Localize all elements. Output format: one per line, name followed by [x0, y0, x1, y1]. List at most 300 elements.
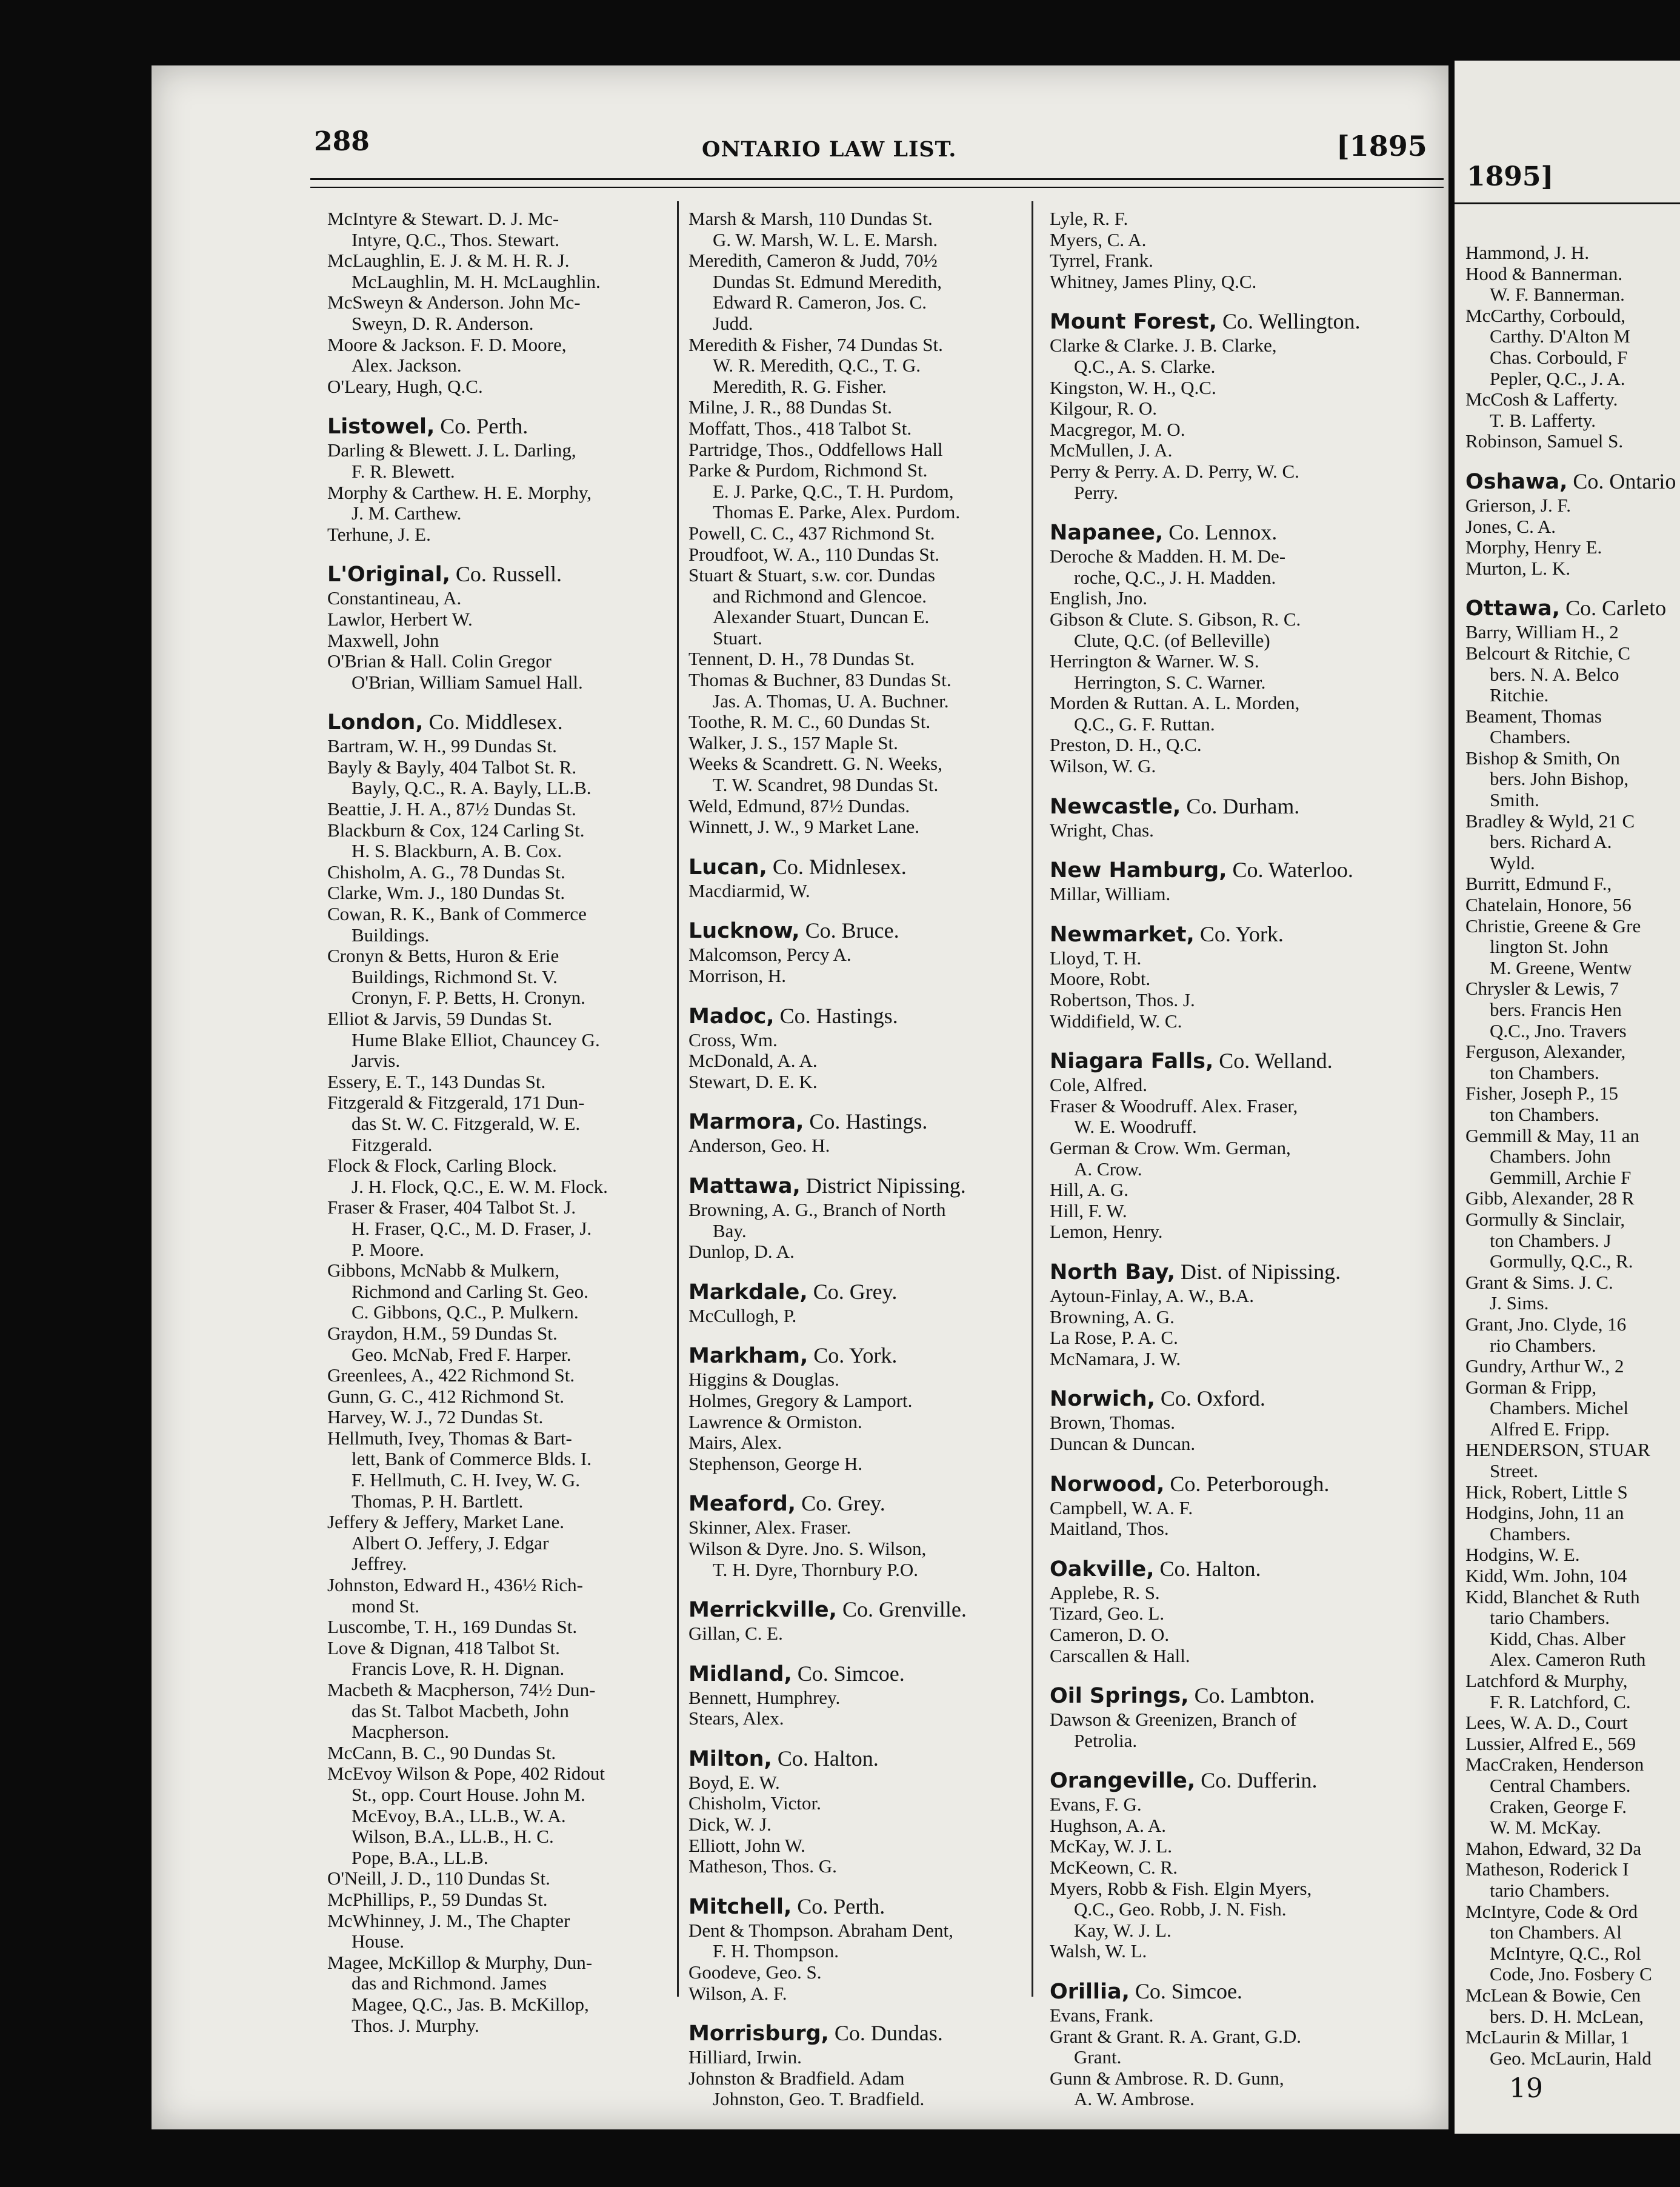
- law-firm-entry: Stephenson, George H.: [688, 1452, 862, 1474]
- law-firm-entry: Chatelain, Honore, 56: [1465, 894, 1632, 916]
- county-name: District Nipissing.: [800, 1173, 966, 1198]
- entry-continuation: W. R. Meredith, Q.C., T. G.: [713, 355, 921, 376]
- law-firm-entry: McIntyre & Stewart. D. J. Mc-: [327, 208, 559, 229]
- law-firm-entry: Stewart, D. E. K.: [688, 1070, 818, 1092]
- entry-continuation: Johnston, Geo. T. Bradfield.: [713, 2088, 925, 2110]
- county-name: Co. Grey.: [796, 1491, 885, 1516]
- law-firm-entry: Grant, Jno. Clyde, 16: [1465, 1313, 1627, 1335]
- entry-continuation: F. Hellmuth, C. H. Ivey, W. G.: [352, 1469, 580, 1491]
- town-heading: [327, 413, 673, 440]
- law-firm-entry: McSweyn & Anderson. John Mc-: [327, 292, 581, 313]
- law-firm-entry: Darling & Blewett. J. L. Darling,: [327, 439, 576, 461]
- entry-continuation: McLaughlin, M. H. McLaughlin.: [352, 270, 601, 292]
- town-name: L'Original,: [327, 563, 450, 587]
- county-name: Co. Waterloo.: [1227, 858, 1353, 883]
- entry-continuation: and Richmond and Glencoe.: [713, 585, 927, 607]
- entry-continuation: O'Brian, William Samuel Hall.: [352, 671, 583, 693]
- town-name: Lucknow,: [688, 919, 800, 944]
- law-firm-entry: Lawlor, Herbert W.: [327, 608, 473, 630]
- law-firm-entry: Dent & Thompson. Abraham Dent,: [688, 1919, 953, 1941]
- town-name: Marmora,: [688, 1110, 804, 1135]
- town-name: Ottawa,: [1465, 596, 1561, 621]
- entry-continuation: Geo. McLaurin, Hald: [1490, 2047, 1652, 2069]
- entry-continuation: Fitzgerald.: [352, 1134, 433, 1155]
- law-firm-entry: Mahon, Edward, 32 Da: [1465, 1837, 1642, 1859]
- law-firm-entry: McLaurin & Millar, 1: [1465, 2026, 1630, 2048]
- entry-continuation: Jarvis.: [352, 1050, 401, 1072]
- entry-continuation: Alexander Stuart, Duncan E.: [713, 606, 930, 628]
- county-name: Co. Simcoe.: [1129, 1979, 1242, 2004]
- entry-continuation: Thomas, P. H. Bartlett.: [352, 1490, 524, 1512]
- entry-continuation: Clute, Q.C. (of Belleville): [1074, 629, 1270, 651]
- law-firm-entry: Mairs, Alex.: [688, 1432, 782, 1454]
- town-name: Lucan,: [688, 855, 767, 880]
- law-firm-entry: Milne, J. R., 88 Dundas St.: [688, 396, 892, 418]
- entry-continuation: Intyre, Q.C., Thos. Stewart.: [352, 229, 559, 250]
- column-divider-2: [1032, 201, 1033, 1997]
- law-firm-entry: Dawson & Greenizen, Branch of: [1050, 1709, 1297, 1731]
- law-firm-entry: Gundry, Arthur W., 2: [1465, 1355, 1624, 1377]
- law-firm-entry: Bradley & Wyld, 21 C: [1465, 810, 1635, 832]
- law-firm-entry: Cole, Alfred.: [1050, 1074, 1147, 1096]
- law-firm-entry: Wilson, W. G.: [1050, 755, 1156, 777]
- law-firm-entry: Proudfoot, W. A., 110 Dundas St.: [688, 543, 939, 565]
- entry-continuation: bers. Francis Hen: [1490, 999, 1622, 1020]
- law-firm-entry: Browning, A. G., Branch of North: [688, 1198, 946, 1220]
- law-firm-entry: Cameron, D. O.: [1050, 1623, 1170, 1645]
- county-name: Co. Oxford.: [1155, 1386, 1265, 1411]
- law-firm-entry: Parke & Purdom, Richmond St.: [688, 459, 928, 481]
- law-firm-entry: Deroche & Madden. H. M. De-: [1050, 546, 1286, 567]
- law-firm-entry: Hick, Robert, Little S: [1465, 1481, 1628, 1503]
- law-firm-entry: MacCraken, Henderson: [1465, 1754, 1644, 1775]
- law-firm-entry: Kidd, Blanchet & Ruth: [1465, 1586, 1640, 1608]
- law-firm-entry: Grierson, J. F.: [1465, 494, 1572, 516]
- entry-continuation: Code, Jno. Fosbery C: [1490, 1963, 1652, 1985]
- town-heading: [688, 1108, 1028, 1135]
- entry-continuation: J. H. Flock, Q.C., E. W. M. Flock.: [352, 1175, 608, 1197]
- law-firm-entry: German & Crow. Wm. German,: [1050, 1137, 1291, 1158]
- law-firm-entry: Wright, Chas.: [1050, 819, 1154, 841]
- law-firm-entry: McEvoy Wilson & Pope, 402 Ridout: [327, 1763, 605, 1785]
- law-firm-entry: Gibson & Clute. S. Gibson, R. C.: [1050, 608, 1301, 630]
- entry-continuation: ton Chambers. J: [1490, 1229, 1612, 1251]
- law-firm-entry: La Rose, P. A. C.: [1050, 1327, 1178, 1349]
- law-firm-entry: McLaughlin, E. J. & M. H. R. J.: [327, 250, 570, 272]
- law-firm-entry: Gibb, Alexander, 28 R: [1465, 1187, 1635, 1209]
- law-firm-entry: Weld, Edmund, 87½ Dundas.: [688, 795, 910, 816]
- town-heading: [327, 561, 673, 588]
- law-firm-entry: Lawrence & Ormiston.: [688, 1411, 862, 1432]
- law-firm-entry: Latchford & Murphy,: [1465, 1670, 1628, 1691]
- county-name: Dist. of Nipissing.: [1175, 1259, 1341, 1284]
- town-name: Listowel,: [327, 415, 435, 439]
- law-firm-entry: Dick, W. J.: [688, 1814, 772, 1835]
- law-firm-entry: McLean & Bowie, Cen: [1465, 1984, 1641, 2006]
- entry-continuation: Stuart.: [713, 627, 762, 649]
- book-page-next: [1455, 61, 1680, 2134]
- law-firm-entry: Herrington & Warner. W. S.: [1050, 650, 1259, 672]
- law-firm-entry: Bennett, Humphrey.: [688, 1686, 841, 1708]
- entry-continuation: roche, Q.C., J. H. Madden.: [1074, 566, 1276, 588]
- entry-continuation: House.: [352, 1931, 404, 1952]
- law-firm-entry: Tyrrel, Frank.: [1050, 250, 1153, 272]
- law-firm-entry: Hill, F. W.: [1050, 1200, 1127, 1221]
- entry-continuation: das St. Talbot Macbeth, John: [352, 1700, 569, 1721]
- law-firm-entry: Goodeve, Geo. S.: [688, 1962, 822, 1983]
- county-name: Co. Midnlesex.: [767, 854, 907, 879]
- entry-continuation: Cronyn, F. P. Betts, H. Cronyn.: [352, 987, 585, 1009]
- entry-continuation: C. Gibbons, Q.C., P. Mulkern.: [352, 1301, 579, 1323]
- book-page-288: [152, 65, 1448, 2129]
- law-firm-entry: Stuart & Stuart, s.w. cor. Dundas: [688, 564, 935, 586]
- law-firm-entry: Maitland, Thos.: [1050, 1518, 1169, 1540]
- law-firm-entry: Millar, William.: [1050, 883, 1171, 905]
- entry-continuation: H. Fraser, Q.C., M. D. Fraser, J.: [352, 1217, 592, 1239]
- law-firm-entry: Clarke & Clarke. J. B. Clarke,: [1050, 335, 1277, 356]
- county-name: Co. Halton.: [772, 1746, 879, 1771]
- law-firm-entry: Duncan & Duncan.: [1050, 1432, 1196, 1454]
- law-firm-entry: Brown, Thomas.: [1050, 1412, 1175, 1434]
- county-name: Co. Perth.: [792, 1894, 885, 1918]
- law-firm-entry: Grant & Sims. J. C.: [1465, 1271, 1613, 1293]
- county-name: Co. Simcoe.: [792, 1661, 905, 1686]
- entry-continuation: Q.C., G. F. Ruttan.: [1074, 713, 1215, 735]
- entry-continuation: Q.C., Jno. Travers: [1490, 1020, 1627, 1041]
- entry-continuation: Dundas St. Edmund Meredith,: [713, 270, 942, 292]
- entry-continuation: Q.C., A. S. Clarke.: [1074, 355, 1216, 377]
- law-firm-entry: Morphy & Carthew. H. E. Morphy,: [327, 481, 592, 503]
- law-firm-entry: Ferguson, Alexander,: [1465, 1041, 1626, 1063]
- entry-continuation: Thomas E. Parke, Alex. Purdom.: [713, 501, 961, 523]
- law-firm-entry: Cross, Wm.: [688, 1029, 778, 1050]
- law-firm-entry: Hammond, J. H.: [1465, 242, 1590, 263]
- law-firm-entry: Dunlop, D. A.: [688, 1241, 795, 1263]
- entry-continuation: Judd.: [713, 312, 753, 334]
- law-firm-entry: Browning, A. G.: [1050, 1306, 1175, 1327]
- law-firm-entry: Hill, A. G.: [1050, 1179, 1129, 1201]
- entry-continuation: tario Chambers.: [1490, 1607, 1610, 1629]
- law-firm-entry: Wilson, A. F.: [688, 1982, 787, 2004]
- law-firm-entry: Hodgins, W. E.: [1465, 1544, 1580, 1566]
- law-firm-entry: Fitzgerald & Fitzgerald, 171 Dun-: [327, 1092, 585, 1114]
- county-name: Co. Lennox.: [1163, 520, 1278, 545]
- law-firm-entry: Moore & Jackson. F. D. Moore,: [327, 333, 567, 355]
- entry-continuation: M. Greene, Wentw: [1490, 957, 1632, 978]
- entry-continuation: Jas. A. Thomas, U. A. Buchner.: [713, 690, 949, 712]
- law-firm-entry: Lemon, Henry.: [1050, 1221, 1163, 1243]
- law-firm-entry: Tennent, D. H., 78 Dundas St.: [688, 648, 915, 670]
- law-firm-entry: Kingston, W. H., Q.C.: [1050, 376, 1216, 398]
- town-name: Mount Forest,: [1050, 310, 1218, 335]
- law-firm-entry: Bayly & Bayly, 404 Talbot St. R.: [327, 756, 577, 778]
- law-firm-entry: Bishop & Smith, On: [1465, 747, 1620, 769]
- law-firm-entry: Constantineau, A.: [327, 587, 462, 609]
- entry-continuation: Francis Love, R. H. Dignan.: [352, 1658, 565, 1680]
- law-firm-entry: English, Jno.: [1050, 587, 1148, 609]
- law-firm-entry: Moore, Robt.: [1050, 968, 1151, 990]
- town-name: Markdale,: [688, 1280, 808, 1304]
- law-firm-entry: Boyd, E. W.: [688, 1771, 780, 1793]
- entry-continuation: Q.C., Geo. Robb, J. N. Fish.: [1074, 1898, 1287, 1920]
- town-heading: [1050, 1385, 1413, 1412]
- town-heading: [1050, 856, 1413, 884]
- entry-continuation: Macpherson.: [352, 1721, 449, 1743]
- county-name: Co. Hastings.: [804, 1109, 928, 1134]
- column-divider-1: [677, 201, 679, 1997]
- entry-continuation: Buildings.: [352, 924, 430, 946]
- entry-continuation: Alex. Jackson.: [352, 355, 462, 376]
- entry-continuation: W. M. McKay.: [1490, 1817, 1601, 1838]
- entry-continuation: Chambers. Michel: [1490, 1397, 1629, 1419]
- county-name: Co. Lambton.: [1188, 1683, 1315, 1708]
- town-name: North Bay,: [1050, 1260, 1176, 1284]
- law-firm-entry: Essery, E. T., 143 Dundas St.: [327, 1070, 546, 1092]
- law-firm-entry: Myers, Robb & Fish. Elgin Myers,: [1050, 1877, 1312, 1899]
- county-name: Co. Dundas.: [828, 2021, 943, 2046]
- page-number: 288: [314, 126, 370, 157]
- law-firm-entry: Cronyn & Betts, Huron & Erie: [327, 945, 559, 967]
- law-firm-entry: Flock & Flock, Carling Block.: [327, 1155, 557, 1177]
- county-name: Co. Durham.: [1181, 793, 1300, 818]
- law-firm-entry: McCullogh, P.: [688, 1304, 797, 1326]
- law-firm-entry: Blackburn & Cox, 124 Carling St.: [327, 819, 585, 841]
- entry-continuation: lington St. John: [1490, 936, 1608, 958]
- town-heading: [688, 1342, 1028, 1369]
- entry-continuation: ton Chambers. Al: [1490, 1922, 1622, 1943]
- law-firm-entry: Graydon, H.M., 59 Dundas St.: [327, 1322, 558, 1344]
- law-firm-entry: Anderson, Geo. H.: [688, 1135, 830, 1157]
- law-firm-entry: Walker, J. S., 157 Maple St.: [688, 732, 898, 753]
- entry-continuation: Craken, George F.: [1490, 1795, 1627, 1817]
- town-heading: [1050, 1258, 1413, 1286]
- law-firm-entry: Matheson, Roderick I: [1465, 1858, 1629, 1880]
- law-firm-entry: Widdifield, W. C.: [1050, 1010, 1182, 1032]
- directory-column-1: [327, 209, 673, 2036]
- town-heading: [688, 1596, 1028, 1623]
- county-name: Co. Dufferin.: [1195, 1768, 1318, 1793]
- law-firm-entry: Harvey, W. J., 72 Dundas St.: [327, 1406, 544, 1428]
- town-name: Newcastle,: [1050, 794, 1181, 819]
- law-firm-entry: McCosh & Lafferty.: [1465, 389, 1618, 410]
- law-firm-entry: McCann, B. C., 90 Dundas St.: [327, 1741, 556, 1763]
- law-firm-entry: McIntyre, Code & Ord: [1465, 1900, 1638, 1922]
- town-name: Madoc,: [688, 1004, 775, 1029]
- county-name: Co. Grey.: [807, 1279, 898, 1304]
- town-name: Oshawa,: [1465, 469, 1568, 494]
- entry-continuation: Chambers.: [1490, 1523, 1571, 1544]
- town-heading: [688, 1893, 1028, 1920]
- law-firm-entry: Gemmill & May, 11 an: [1465, 1124, 1639, 1146]
- law-firm-entry: Morrison, H.: [688, 965, 787, 986]
- entry-continuation: Richmond and Carling St. Geo.: [352, 1280, 588, 1302]
- law-firm-entry: Christie, Greene & Gre: [1465, 915, 1641, 937]
- law-firm-entry: Holmes, Gregory & Lamport.: [688, 1389, 913, 1411]
- law-firm-entry: Skinner, Alex. Fraser.: [688, 1517, 852, 1538]
- law-firm-entry: Gibbons, McNabb & Mulkern,: [327, 1260, 560, 1281]
- town-name: Mitchell,: [688, 1894, 792, 1919]
- law-firm-entry: Weeks & Scandrett. G. N. Weeks,: [688, 753, 942, 775]
- town-heading: [688, 1490, 1028, 1517]
- town-name: London,: [327, 710, 424, 735]
- county-name: Co. York.: [808, 1343, 898, 1368]
- town-heading: [1050, 308, 1413, 335]
- law-firm-entry: Luscombe, T. H., 169 Dundas St.: [327, 1616, 578, 1638]
- law-firm-entry: Maxwell, John: [327, 629, 439, 651]
- town-name: Orangeville,: [1050, 1769, 1196, 1794]
- entry-continuation: bers. Richard A.: [1490, 831, 1612, 853]
- county-name: Co. Middlesex.: [423, 710, 563, 735]
- entry-continuation: F. H. Thompson.: [713, 1940, 839, 1962]
- law-firm-entry: Whitney, James Pliny, Q.C.: [1050, 270, 1257, 292]
- law-firm-entry: Morphy, Henry E.: [1465, 536, 1602, 558]
- town-name: Midland,: [688, 1661, 792, 1686]
- entry-continuation: T. H. Dyre, Thornbury P.O.: [713, 1558, 918, 1580]
- entry-continuation: mond St.: [352, 1595, 419, 1617]
- law-firm-entry: O'Leary, Hugh, Q.C.: [327, 375, 483, 397]
- entry-continuation: Carthy. D'Alton M: [1490, 326, 1630, 347]
- county-name: Co. Carleto: [1560, 596, 1667, 621]
- town-heading: [1050, 1555, 1413, 1583]
- town-name: New Hamburg,: [1050, 858, 1227, 883]
- law-firm-entry: McPhillips, P., 59 Dundas St.: [327, 1888, 548, 1910]
- law-firm-entry: Walsh, W. L.: [1050, 1940, 1147, 1962]
- law-firm-entry: Meredith & Fisher, 74 Dundas St.: [688, 333, 943, 355]
- county-name: Co. Bruce.: [799, 918, 899, 943]
- year-right: 1895]: [1467, 161, 1554, 192]
- entry-continuation: Ritchie.: [1490, 684, 1549, 706]
- entry-continuation: A. W. Ambrose.: [1074, 2088, 1195, 2110]
- town-heading: [1050, 793, 1413, 820]
- law-firm-entry: Elliott, John W.: [688, 1834, 805, 1856]
- law-firm-entry: Gillan, C. E.: [688, 1623, 783, 1644]
- directory-column-3: [1050, 209, 1413, 2110]
- entry-continuation: E. J. Parke, Q.C., T. H. Purdom,: [713, 480, 954, 502]
- law-firm-entry: Gunn, G. C., 412 Richmond St.: [327, 1385, 564, 1407]
- entry-continuation: Street.: [1490, 1460, 1539, 1482]
- law-firm-entry: Kidd, Wm. John, 104: [1465, 1565, 1627, 1587]
- entry-continuation: Bay.: [713, 1220, 747, 1241]
- law-firm-entry: Powell, C. C., 437 Richmond St.: [688, 522, 935, 544]
- entry-continuation: W. F. Bannerman.: [1490, 284, 1625, 306]
- town-name: Norwich,: [1050, 1387, 1155, 1412]
- law-firm-entry: Hodgins, John, 11 an: [1465, 1502, 1624, 1524]
- law-firm-entry: Burritt, Edmund F.,: [1465, 873, 1612, 895]
- entry-continuation: Petrolia.: [1074, 1729, 1138, 1751]
- county-name: Co. Perth.: [435, 414, 528, 439]
- entry-continuation: Geo. McNab, Fred F. Harper.: [352, 1343, 572, 1365]
- town-heading: [1050, 1978, 1413, 2005]
- entry-continuation: Albert O. Jeffery, J. Edgar: [352, 1532, 549, 1554]
- law-firm-entry: Belcourt & Ritchie, C: [1465, 642, 1631, 664]
- town-heading: [1050, 1767, 1413, 1794]
- law-firm-entry: McMullen, J. A.: [1050, 439, 1173, 461]
- entry-continuation: Alex. Cameron Ruth: [1490, 1649, 1646, 1671]
- entry-continuation: bers. John Bishop,: [1490, 768, 1629, 790]
- town-name: Norwood,: [1050, 1472, 1165, 1497]
- law-firm-entry: Higgins & Douglas.: [688, 1369, 839, 1391]
- law-firm-entry: Fisher, Joseph P., 15: [1465, 1083, 1618, 1104]
- law-firm-entry: Fraser & Fraser, 404 Talbot St. J.: [327, 1197, 576, 1218]
- law-firm-entry: Moffatt, Thos., 418 Talbot St.: [688, 417, 912, 439]
- law-firm-entry: Marsh & Marsh, 110 Dundas St.: [688, 208, 933, 229]
- town-name: Milton,: [688, 1746, 772, 1771]
- entry-continuation: Edward R. Cameron, Jos. C.: [713, 292, 927, 313]
- law-firm-entry: McNamara, J. W.: [1050, 1347, 1181, 1369]
- law-firm-entry: McDonald, A. A.: [688, 1050, 818, 1072]
- law-firm-entry: Partridge, Thos., Oddfellows Hall: [688, 438, 943, 460]
- law-firm-entry: Myers, C. A.: [1050, 229, 1147, 250]
- law-firm-entry: Cowan, R. K., Bank of Commerce: [327, 903, 587, 925]
- law-firm-entry: Robertson, Thos. J.: [1050, 989, 1195, 1011]
- county-name: Co. Halton.: [1154, 1556, 1261, 1581]
- entry-continuation: Alfred E. Fripp.: [1490, 1418, 1610, 1440]
- entry-continuation: Chambers.: [1490, 726, 1571, 748]
- entry-continuation: Bayly, Q.C., R. A. Bayly, LL.B.: [352, 777, 592, 799]
- law-firm-entry: Robinson, Samuel S.: [1465, 430, 1624, 452]
- town-name: Niagara Falls,: [1050, 1049, 1214, 1074]
- town-name: Oakville,: [1050, 1557, 1155, 1581]
- entry-continuation: Gemmill, Archie F: [1490, 1166, 1632, 1188]
- entry-continuation: W. E. Woodruff.: [1074, 1116, 1197, 1138]
- county-name: Co. Peterborough.: [1164, 1471, 1330, 1496]
- next-page-column: [1465, 242, 1680, 2069]
- law-firm-entry: Evans, Frank.: [1050, 2005, 1154, 2026]
- town-name: Merrickville,: [688, 1598, 837, 1623]
- law-firm-entry: Malcomson, Percy A.: [688, 944, 852, 966]
- entry-continuation: bers. N. A. Belco: [1490, 663, 1619, 685]
- law-firm-entry: Gormully & Sinclair,: [1465, 1208, 1625, 1230]
- law-firm-entry: Murton, L. K.: [1465, 557, 1571, 579]
- town-heading: [1465, 468, 1680, 495]
- town-name: Meaford,: [688, 1492, 796, 1517]
- law-firm-entry: Lees, W. A. D., Court: [1465, 1712, 1628, 1734]
- law-firm-entry: Preston, D. H., Q.C.: [1050, 734, 1202, 756]
- header-rule-bottom: [310, 187, 1444, 188]
- law-firm-entry: Lyle, R. F.: [1050, 208, 1128, 229]
- law-firm-entry: Jones, C. A.: [1465, 515, 1556, 537]
- entry-continuation: F. R. Blewett.: [352, 460, 455, 482]
- town-heading: [688, 1660, 1028, 1688]
- law-firm-entry: Hood & Bannerman.: [1465, 262, 1623, 284]
- law-firm-entry: Barry, William H., 2: [1465, 621, 1619, 643]
- running-title: ONTARIO LAW LIST.: [702, 137, 957, 162]
- entry-continuation: Kay, W. J. L.: [1074, 1919, 1172, 1941]
- entry-continuation: J. M. Carthew.: [352, 503, 462, 524]
- town-heading: [688, 2020, 1028, 2047]
- law-firm-entry: Matheson, Thos. G.: [688, 1855, 837, 1877]
- entry-continuation: Wyld.: [1490, 852, 1535, 873]
- town-heading: [327, 709, 673, 736]
- entry-continuation: Hume Blake Elliot, Chauncey G.: [352, 1029, 600, 1050]
- town-heading: [688, 917, 1028, 944]
- law-firm-entry: McKay, W. J. L.: [1050, 1835, 1173, 1857]
- entry-continuation: ton Chambers.: [1490, 1061, 1599, 1083]
- entry-continuation: Magee, Q.C., Jas. B. McKillop,: [352, 1993, 589, 2015]
- entry-continuation: St., opp. Court House. John M.: [352, 1783, 585, 1805]
- law-firm-entry: Hughson, A. A.: [1050, 1814, 1167, 1836]
- town-name: Mattawa,: [688, 1174, 801, 1198]
- county-name: Co. Ontario: [1567, 469, 1676, 493]
- town-name: Markham,: [688, 1344, 808, 1369]
- law-firm-entry: Aytoun-Finlay, A. W., B.A.: [1050, 1284, 1255, 1306]
- town-heading: [1050, 1682, 1413, 1709]
- directory-column-2: [688, 209, 1028, 2110]
- law-firm-entry: Chrysler & Lewis, 7: [1465, 978, 1619, 1000]
- law-firm-entry: Gorman & Fripp,: [1465, 1376, 1597, 1398]
- law-firm-entry: Perry & Perry. A. D. Perry, W. C.: [1050, 460, 1299, 482]
- county-name: Co. York.: [1194, 921, 1284, 946]
